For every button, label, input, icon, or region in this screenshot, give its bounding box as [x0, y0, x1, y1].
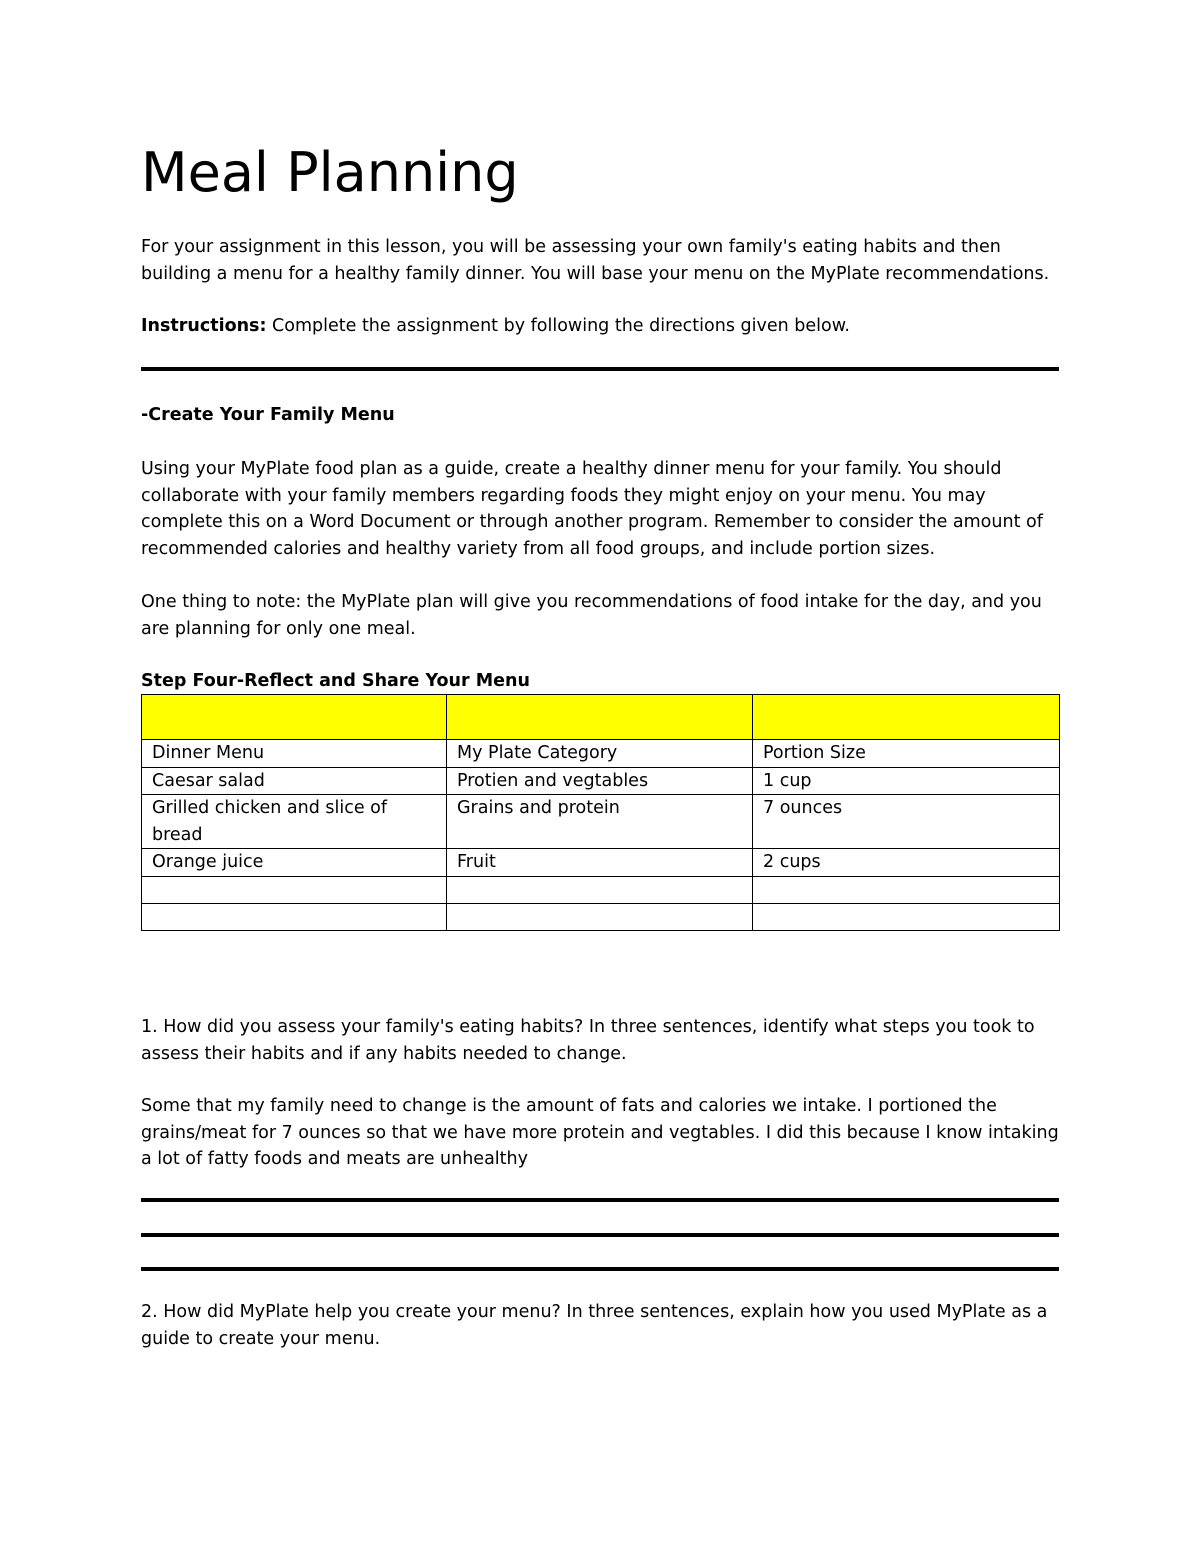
table-cell	[142, 876, 447, 903]
table-row	[142, 849, 1060, 877]
question-2: 2. How did MyPlate help you create your menu? In three sentences, explain how you used MyPlate as a guide to create your menu.	[141, 1302, 1048, 1349]
table-cell: Protien and vegtables	[447, 767, 753, 795]
instructions-paragraph	[141, 313, 1059, 340]
table-cell: 2 cups	[753, 849, 1060, 877]
step-heading: Step Four-Reflect and Share Your Menu	[141, 671, 530, 691]
table-cell: Fruit	[447, 849, 753, 877]
table-row	[142, 767, 1060, 795]
table-header-row	[142, 740, 1060, 768]
column-header-dinner-menu: Dinner Menu	[142, 740, 447, 768]
table-row	[142, 876, 1060, 903]
table-cell: 7 ounces	[753, 795, 1060, 849]
table-cell: Orange juice	[142, 849, 447, 877]
answer-1: Some that my family need to change is the amount of fats and calories we intake. I portioned the grains/meat for 7 ounces so that we have more protein and vegtables. I did this because I know intaking a lot of fatty foods and meats are unhealthy	[141, 1096, 1059, 1169]
page-title: Meal Planning	[141, 141, 519, 204]
instructions-text: Complete the assignment by following the directions given below.	[266, 316, 850, 336]
instructions-label: Instructions:	[141, 316, 267, 336]
note-paragraph: One thing to note: the MyPlate plan will give you recommendations of food intake for the day, and you are planning for only one meal.	[141, 592, 1042, 639]
table-cell	[447, 903, 753, 930]
question-1: 1. How did you assess your family's eating habits? In three sentences, identify what steps you took to assess their habits and if any habits needed to change.	[141, 1017, 1035, 1064]
answer-line	[141, 1267, 1059, 1271]
table-cell	[753, 903, 1060, 930]
table-cell: Caesar salad	[142, 767, 447, 795]
section-body: Using your MyPlate food plan as a guide, create a healthy dinner menu for your family. You should collaborate with your family members regarding foods they might enjoy on your menu. You may complete this on a Word Document or through another program. Remember to consider the amount of recommended calories and healthy variety from all food groups, and include portion sizes.	[141, 459, 1043, 559]
table-cell	[447, 695, 753, 740]
table-row	[142, 795, 1060, 849]
column-header-portion-size: Portion Size	[753, 740, 1060, 768]
table-cell	[447, 876, 753, 903]
table-cell: Grains and protein	[447, 795, 753, 849]
section-heading: -Create Your Family Menu	[141, 405, 395, 425]
table-cell	[753, 695, 1060, 740]
section-divider	[141, 367, 1059, 371]
menu-table	[141, 694, 1060, 931]
table-cell: Grilled chicken and slice of bread	[142, 795, 447, 849]
intro-paragraph: For your assignment in this lesson, you will be assessing your own family's eating habits and then building a menu for a healthy family dinner. You will base your menu on the MyPlate recommendations.	[141, 237, 1050, 284]
table-highlight-row	[142, 695, 1060, 740]
table-cell	[753, 876, 1060, 903]
table-cell: 1 cup	[753, 767, 1060, 795]
answer-line	[141, 1233, 1059, 1237]
table-cell	[142, 695, 447, 740]
table-row	[142, 903, 1060, 930]
column-header-myplate-category: My Plate Category	[447, 740, 753, 768]
table-cell	[142, 903, 447, 930]
answer-line	[141, 1198, 1059, 1202]
